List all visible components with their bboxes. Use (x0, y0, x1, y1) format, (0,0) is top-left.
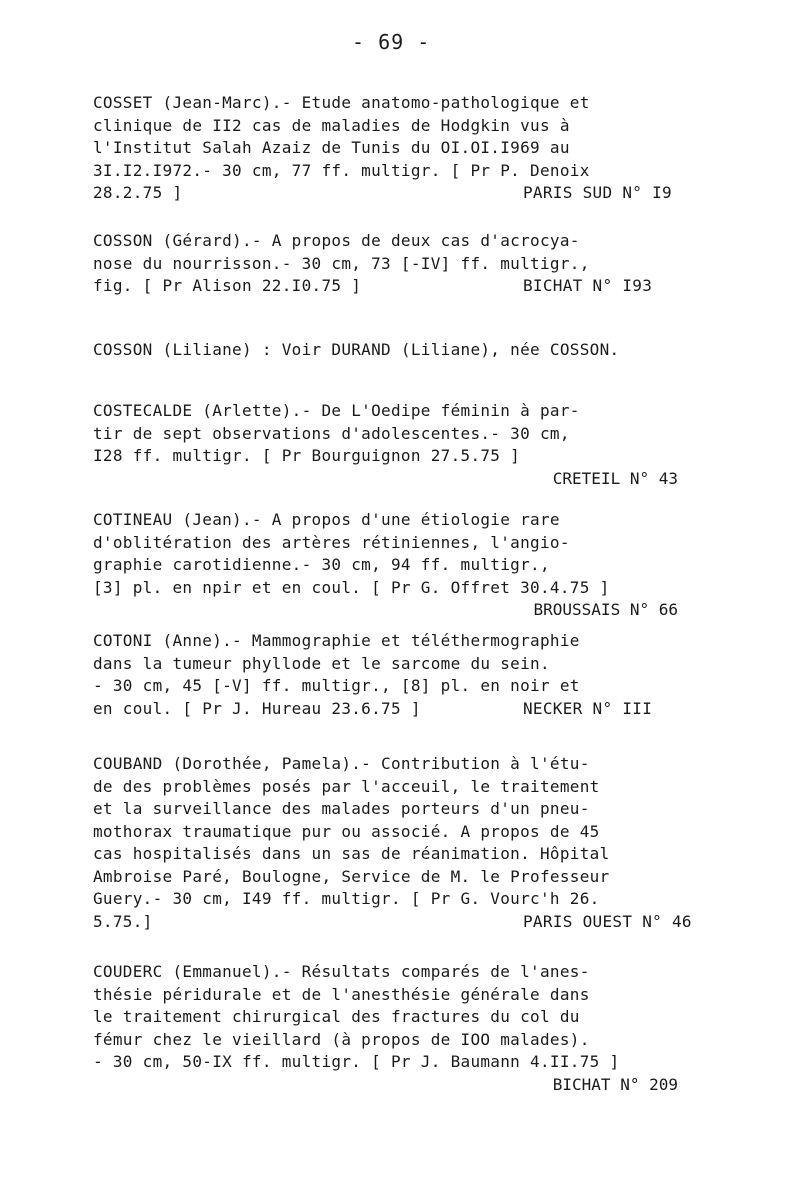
entry-line: COUDERC (Emmanuel).- Résultats comparés de l'anes- (93, 962, 590, 981)
entry-line-text: 5.75.] (93, 911, 153, 931)
entry-line: dans la tumeur phyllode et le sarcome du sein. (93, 653, 550, 673)
bibliography-entry (93, 230, 693, 298)
entry-line: clinique de II2 cas de maladies de Hodgkin vus à (93, 115, 570, 135)
bibliography-entry (93, 92, 693, 205)
entry-line: tir de sept observations d'adolescentes.- 30 cm, (93, 423, 570, 443)
library-location: PARIS OUEST N° 46 (523, 911, 692, 931)
entry-line (93, 182, 693, 205)
entry-line: le traitement chirurgical des fractures du col du (93, 1007, 580, 1026)
bibliography-entry (93, 400, 693, 490)
bibliography-entry (93, 630, 693, 720)
library-location: BICHAT N° I93 (523, 276, 653, 295)
entry-line: COSSON (Liliane) : Voir DURAND (Liliane), née COSSON. (93, 340, 620, 359)
entry-line (93, 911, 693, 934)
entry-line-text: fig. [ Pr Alison 22.I0.75 ] (93, 276, 362, 295)
entry-line: de des problèmes posés par l'acceuil, le traitement (93, 776, 600, 796)
entry-line: nose du nourrisson.- 30 cm, 73 [-IV] ff. multigr., (93, 253, 590, 273)
entry-line: COTINEAU (Jean).- A propos d'une étiologie rare (93, 510, 560, 529)
entry-line: COSTECALDE (Arlette).- De L'Oedipe féminin à par- (93, 401, 580, 420)
library-location: CRETEIL N° 43 (552, 468, 678, 488)
library-location: BICHAT N° 209 (552, 1074, 678, 1094)
entry-line: - 30 cm, 50-IX ff. multigr. [ Pr J. Baumann 4.II.75 ] (93, 1052, 620, 1071)
entry-line: l'Institut Salah Azaiz de Tunis du OI.OI.I969 au (93, 138, 570, 157)
entry-line: [3] pl. en npir et en coul. [ Pr G. Offret 30.4.75 ] (93, 577, 610, 597)
entry-line: I28 ff. multigr. [ Pr Bourguignon 27.5.75 ] (93, 446, 521, 465)
entry-line: COSSET (Jean-Marc).- Etude anatomo-pathologique et (93, 93, 590, 112)
library-location: NECKER N° III (523, 698, 653, 718)
entry-line: thésie péridurale et de l'anesthésie générale dans (93, 984, 590, 1004)
entry-line: cas hospitalisés dans un sas de réanimation. Hôpital (93, 844, 610, 863)
entry-line: fémur chez le vieillard (à propos de IOO malades). (93, 1029, 590, 1049)
library-location: PARIS SUD N° I9 (523, 183, 672, 202)
entry-line: et la surveillance des malades porteurs d'un pneu- (93, 799, 590, 818)
entry-line: - 30 cm, 45 [-V] ff. multigr., [8] pl. en noir et (93, 676, 580, 695)
entry-line: COUBAND (Dorothée, Pamela).- Contribution à l'étu- (93, 754, 590, 773)
entry-line: COSSON (Gérard).- A propos de deux cas d'acrocya- (93, 231, 580, 250)
entry-line: COTONI (Anne).- Mammographie et téléthermographie (93, 631, 580, 650)
bibliography-entry (93, 753, 693, 933)
entry-line-text: en coul. [ Pr J. Hureau 23.6.75 ] (93, 698, 421, 718)
bibliography-entry (93, 509, 693, 622)
entry-line (93, 275, 693, 298)
entry-line: graphie carotidienne.- 30 cm, 94 ff. multigr., (93, 555, 550, 574)
bibliography-entry (93, 961, 693, 1096)
entry-line: d'oblitération des artères rétiniennes, l'angio- (93, 532, 570, 552)
page-number: - 69 - (352, 30, 431, 54)
entry-line: Ambroise Paré, Boulogne, Service de M. le Professeur (93, 866, 610, 886)
entry-line-text: 28.2.75 ] (93, 183, 183, 202)
library-location: BROUSSAIS N° 66 (533, 600, 678, 619)
entry-line: Guery.- 30 cm, I49 ff. multigr. [ Pr G. Vourc'h 26. (93, 889, 600, 908)
entry-line: 3I.I2.I972.- 30 cm, 77 ff. multigr. [ Pr P. Denoix (93, 160, 590, 180)
entry-line: mothorax traumatique pur ou associé. A propos de 45 (93, 821, 600, 841)
entry-line (93, 698, 693, 721)
bibliography-entry (93, 339, 693, 362)
